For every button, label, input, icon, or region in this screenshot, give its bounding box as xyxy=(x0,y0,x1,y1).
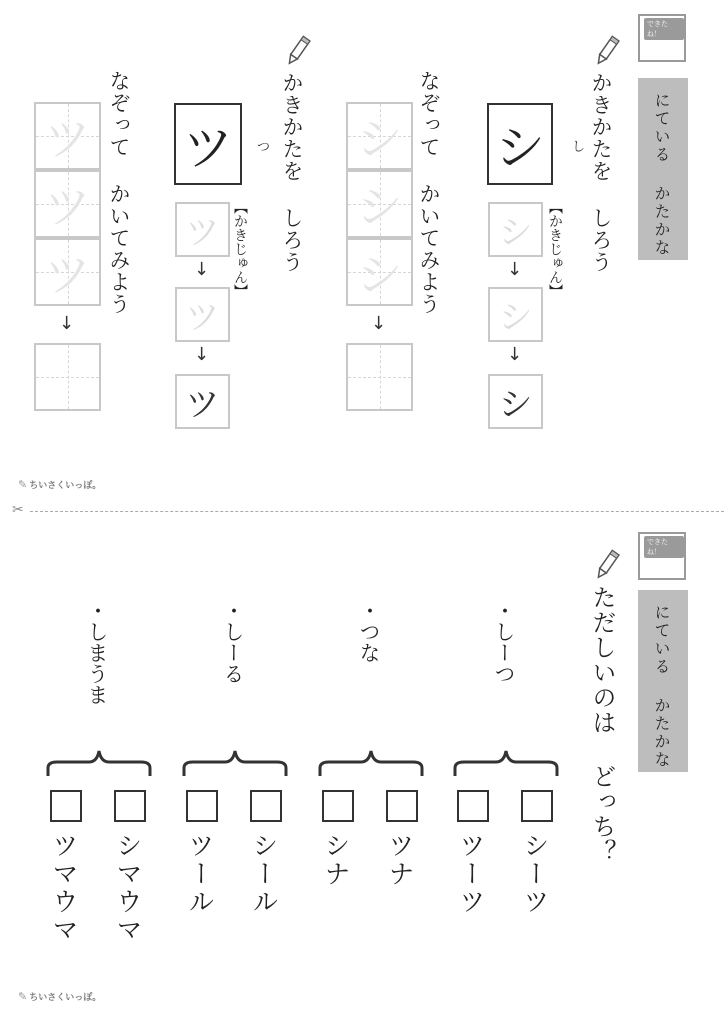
brace-icon xyxy=(181,748,289,782)
word-prompt-1: ・しーつ xyxy=(492,600,516,684)
stroke-step-char: シ xyxy=(498,385,533,425)
trace-box-shi-1[interactable] xyxy=(346,102,413,170)
trace-instruction-tsu: なぞって かいてみよう xyxy=(107,70,131,315)
answer-option: シール xyxy=(248,832,278,916)
stroke-step-2-tsu xyxy=(175,287,230,342)
stroke-order-label-tsu: 【かきじゅん】 xyxy=(232,200,248,298)
answer-checkbox[interactable] xyxy=(250,790,282,822)
brand-logo-bottom xyxy=(18,990,101,1003)
pencil-icon: ✎ xyxy=(18,478,28,491)
brace-icon xyxy=(452,748,560,782)
answer-option: シーツ xyxy=(519,832,549,916)
stroke-step-1-tsu xyxy=(175,202,230,257)
stroke-step-char: ツ xyxy=(185,213,220,253)
done-badge-label: できたね！ xyxy=(644,536,684,558)
answer-option: シマウマ xyxy=(112,832,142,944)
done-badge-bottom xyxy=(638,532,686,580)
stroke-step-char: ツ xyxy=(185,385,220,425)
hint-tsu: つ xyxy=(257,140,271,155)
hint-shi: し xyxy=(572,140,586,155)
answer-checkbox[interactable] xyxy=(186,790,218,822)
stroke-step-2-shi xyxy=(488,287,543,342)
section-title-bar-top xyxy=(638,78,688,260)
brand-logo-text: ちいさくいっぽ。 xyxy=(29,993,102,1003)
arrow-down-icon: ↓ xyxy=(507,259,523,280)
stroke-step-1-shi xyxy=(488,202,543,257)
trace-char: シ xyxy=(356,248,403,302)
model-box-tsu xyxy=(174,103,242,185)
model-char-tsu: ツ xyxy=(183,119,233,177)
trace-char: ツ xyxy=(44,180,91,234)
trace-char: シ xyxy=(356,112,403,166)
answer-option: ツール xyxy=(184,832,214,916)
answer-checkbox[interactable] xyxy=(50,790,82,822)
answer-option: ツナ xyxy=(384,832,414,888)
pencil-icon xyxy=(594,548,620,586)
question-text: ただしいのは どっち？ xyxy=(588,585,616,864)
done-badge-top xyxy=(638,14,686,62)
brace-icon xyxy=(45,748,153,782)
pencil-icon xyxy=(594,34,620,72)
trace-box-shi-3[interactable] xyxy=(346,238,413,306)
word-prompt-2: ・つな xyxy=(357,600,381,663)
practice-box-shi[interactable] xyxy=(346,343,413,411)
brace-icon xyxy=(317,748,425,782)
model-char-shi: シ xyxy=(495,119,545,177)
trace-char: シ xyxy=(356,180,403,234)
answer-checkbox[interactable] xyxy=(114,790,146,822)
stroke-step-3-shi xyxy=(488,374,543,429)
trace-instruction-shi: なぞって かいてみよう xyxy=(417,70,441,315)
done-badge-label: できたね！ xyxy=(644,18,684,40)
word-prompt-4: ・しまうま xyxy=(85,600,109,705)
trace-box-tsu-2[interactable] xyxy=(34,170,101,238)
scissors-icon: ✂ xyxy=(12,502,24,518)
trace-box-tsu-1[interactable] xyxy=(34,102,101,170)
write-instruction-shi: かきかたを しろう xyxy=(589,72,613,273)
section-title: にている かたかな xyxy=(652,92,671,257)
stroke-step-char: シ xyxy=(498,298,533,338)
answer-checkbox[interactable] xyxy=(322,790,354,822)
answer-option: ツーツ xyxy=(455,832,485,916)
write-instruction-tsu: かきかたを しろう xyxy=(280,72,304,273)
stroke-order-label-shi: 【かきじゅん】 xyxy=(547,200,563,298)
arrow-down-icon: ↓ xyxy=(59,313,75,334)
answer-checkbox[interactable] xyxy=(457,790,489,822)
trace-char: ツ xyxy=(44,112,91,166)
brand-logo-top xyxy=(18,478,101,491)
answer-checkbox[interactable] xyxy=(386,790,418,822)
answer-option: ツマウマ xyxy=(48,832,78,944)
arrow-down-icon: ↓ xyxy=(194,259,210,280)
pencil-icon: ✎ xyxy=(18,990,28,1003)
word-prompt-3: ・しーる xyxy=(221,600,245,684)
trace-box-shi-2[interactable] xyxy=(346,170,413,238)
stroke-step-3-tsu xyxy=(175,374,230,429)
practice-box-tsu[interactable] xyxy=(34,343,101,411)
section-title: にている かたかな xyxy=(652,604,671,769)
arrow-down-icon: ↓ xyxy=(371,313,387,334)
section-title-bar-bottom xyxy=(638,590,688,772)
answer-checkbox[interactable] xyxy=(521,790,553,822)
answer-option: シナ xyxy=(320,832,350,888)
stroke-step-char: ツ xyxy=(185,298,220,338)
arrow-down-icon: ↓ xyxy=(194,344,210,365)
trace-box-tsu-3[interactable] xyxy=(34,238,101,306)
pencil-icon xyxy=(285,34,311,72)
arrow-down-icon: ↓ xyxy=(507,344,523,365)
brand-logo-text: ちいさくいっぽ。 xyxy=(29,481,102,491)
trace-char: ツ xyxy=(44,248,91,302)
model-box-shi xyxy=(487,103,553,185)
cut-line xyxy=(30,511,724,512)
stroke-step-char: シ xyxy=(498,213,533,253)
